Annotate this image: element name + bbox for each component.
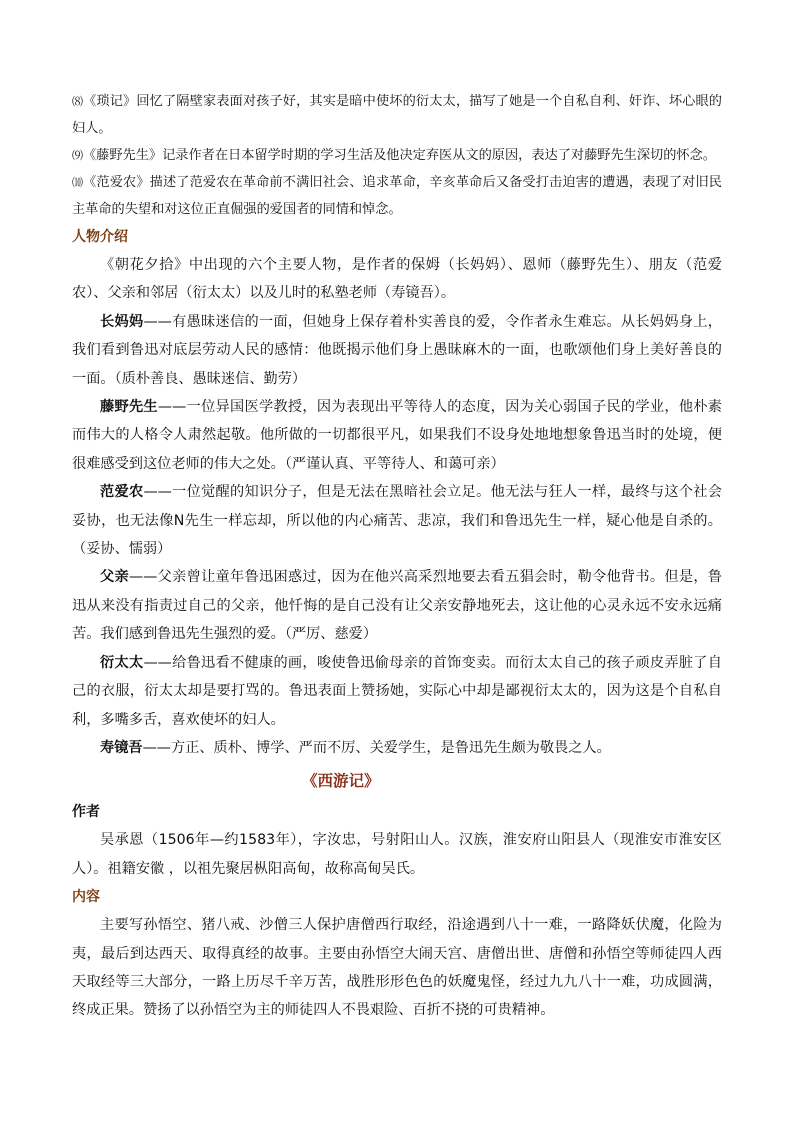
item-text: 《藤野先生》记录作者在日本留学时期的学习生活及他决定弃医从文的原因，表达了对藤野先生深切的怀念。	[83, 148, 716, 163]
character-name: 藤野先生	[100, 399, 158, 416]
character-description: ——父亲曾让童年鲁迅困惑过，因为在他兴高采烈地要去看五猖会时，勒令他背书。但是，鲁迅从来没有指责过自己的父亲，他忏悔的是自己没有让父亲安静地死去，这让他的心灵永远不安永远痛苦。我们感到鲁迅先生强烈的爱。（严厉、慈爱）	[72, 569, 722, 643]
character-name: 范爱农	[100, 484, 144, 501]
character-description: ——一位觉醒的知识分子，但是无法在黑暗社会立足。他无法与狂人一样，最终与这个社会妥协，也无法像N先生一样忘却，所以他的内心痛苦、悲凉，我们和鲁迅先生一样，疑心他是自杀的。（妥协、懦弱）	[72, 484, 722, 558]
character-father	[72, 563, 722, 648]
content-text: 主要写孙悟空、猪八戒、沙僧三人保护唐僧西行取经，沿途遇到八十一难，一路降妖伏魔，化险为夷，最后到达西天、取得真经的故事。主要由孙悟空大闹天宫、唐僧出世、唐僧和孙悟空等师徒四人西天取经等三大部分，一路上历尽千辛万苦，战胜形形色色的妖魔鬼怪，经过九九八十一难，功成圆满，终成正果。赞扬了以孙悟空为主的师徒四人不畏艰险、百折不挠的可贵精神。	[72, 917, 722, 1019]
character-description: ——有愚昧迷信的一面，但她身上保存着朴实善良的爱，令作者永生难忘。从长妈妈身上，我们看到鲁迅对底层劳动人民的感情：他既揭示他们身上愚昧麻木的一面，也歌颂他们身上美好善良的一面。（质朴善良、愚昧迷信、勤劳）	[72, 313, 722, 387]
character-tengye	[72, 393, 722, 478]
item-text: 《琐记》回忆了隔壁家表面对孩子好，其实是暗中使坏的衍太太，描写了她是一个自私自利、奸诈、坏心眼的妇人。	[72, 94, 722, 136]
character-name: 长妈妈	[100, 313, 144, 330]
work-item-1	[72, 88, 722, 142]
book-title: 《西游记》	[302, 772, 380, 791]
character-changmama	[72, 308, 722, 393]
item-number: ⑽	[72, 176, 84, 189]
author-text: 吴承恩（1506年—约1583年），字汝忠，号射阳山人。汉族，淮安府山阳县人（现淮安市淮安区人）。祖籍安徽 ，以祖先聚居枞阳高甸，故称高甸吴氏。	[72, 832, 722, 877]
character-fanainong	[72, 478, 722, 563]
character-name: 寿镜吾	[100, 739, 143, 756]
document-page	[72, 88, 722, 1025]
character-description: ——一位异国医学教授，因为表现出平等待人的态度，因为关心弱国子民的学业，他朴素而伟大的人格令人肃然起敬。他所做的一切都很平凡，如果我们不设身处地地想象鲁迅当时的处境，便很难感受到这位老师的伟大之处。（严谨认真、平等待人、和蔼可亲）	[72, 399, 722, 472]
character-shoujingwu	[72, 734, 722, 762]
item-number: ⑼	[72, 149, 83, 162]
characters-heading: 人物介绍	[72, 229, 128, 245]
characters-intro: 《朝花夕拾》中出现的六个主要人物，是作者的保姆（长妈妈）、恩师（藤野先生）、朋友（范爱农）、父亲和邻居（衍太太）以及儿时的私塾老师（寿镜吾）。	[72, 257, 722, 302]
character-yantaitai	[72, 649, 722, 734]
character-name: 父亲	[100, 569, 129, 586]
work-item-2	[72, 142, 722, 169]
author-heading: 作者	[72, 804, 100, 821]
character-description: ——给鲁迅看不健康的画，唆使鲁迅偷母亲的首饰变卖。而衍太太自己的孩子顽皮弄脏了自己的衣服，衍太太却是要打骂的。鲁迅表面上赞扬她，实际心中却是鄙视衍太太的，因为这是个自私自利，多嘴多舌，喜欢使坏的妇人。	[72, 654, 722, 728]
character-name: 衍太太	[100, 654, 144, 671]
content-heading: 内容	[72, 889, 100, 906]
item-number: ⑻	[72, 95, 84, 108]
work-item-3	[72, 169, 722, 223]
item-text: 《范爱农》描述了范爱农在革命前不满旧社会、追求革命，辛亥革命后又备受打击迫害的遭遇，表现了对旧民主革命的失望和对这位正直倔强的爱国者的同情和悼念。	[72, 175, 722, 217]
character-description: ——方正、质朴、博学、严而不厉、关爱学生，是鲁迅先生颇为敬畏之人。	[142, 739, 611, 756]
